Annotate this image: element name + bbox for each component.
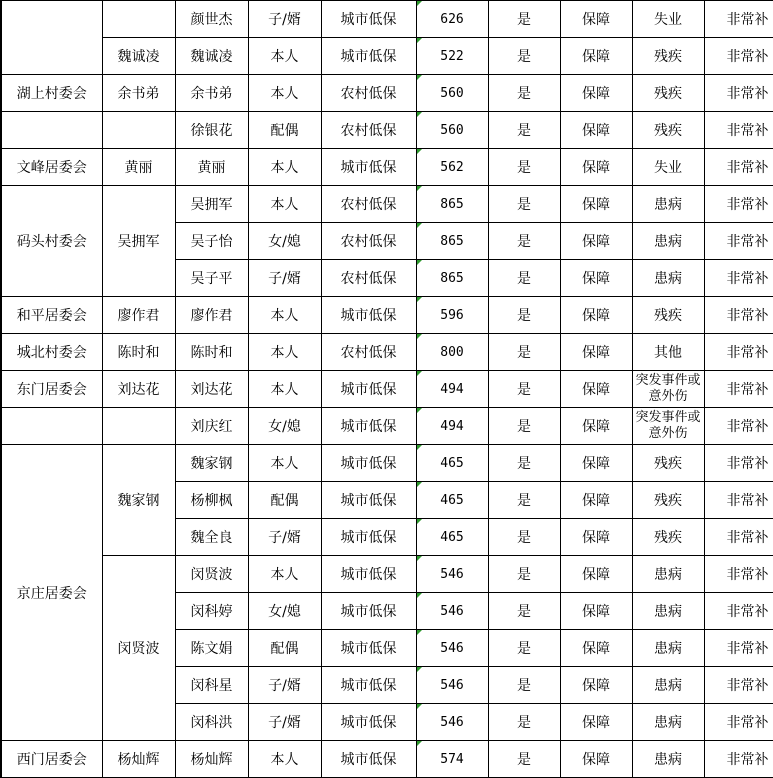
relation-cell[interactable]: 子/婿 <box>248 704 321 741</box>
flag-cell[interactable]: 是 <box>488 556 560 593</box>
relation-cell[interactable]: 配偶 <box>248 482 321 519</box>
community-cell[interactable]: 京庄居委会 <box>1 445 102 741</box>
category-cell[interactable]: 保障 <box>560 75 632 112</box>
community-cell[interactable]: 东门居委会 <box>1 371 102 408</box>
relation-cell[interactable]: 子/婿 <box>248 1 321 38</box>
category-cell[interactable]: 保障 <box>560 556 632 593</box>
relation-cell[interactable]: 女/媳 <box>248 408 321 445</box>
supplement-cell[interactable]: 非常补 <box>704 223 773 260</box>
supplement-cell[interactable]: 非常补 <box>704 186 773 223</box>
community-cell[interactable]: 湖上村委会 <box>1 75 102 112</box>
table-body <box>1 1 773 778</box>
assistance-type-cell[interactable]: 农村低保 <box>321 186 416 223</box>
amount-cell[interactable]: 522 <box>416 38 488 75</box>
member-name-cell[interactable]: 廖作君 <box>175 297 248 334</box>
amount-cell[interactable]: 546 <box>416 593 488 630</box>
amount-cell[interactable]: 865 <box>416 186 488 223</box>
flag-cell[interactable]: 是 <box>488 704 560 741</box>
householder-cell[interactable]: 陈时和 <box>102 334 175 371</box>
supplement-cell[interactable]: 非常补 <box>704 371 773 408</box>
householder-cell[interactable]: 黄丽 <box>102 149 175 186</box>
relation-cell[interactable]: 女/媳 <box>248 593 321 630</box>
supplement-cell[interactable]: 非常补 <box>704 334 773 371</box>
relation-cell[interactable]: 配偶 <box>248 112 321 149</box>
category-cell[interactable]: 保障 <box>560 112 632 149</box>
supplement-cell[interactable]: 非常补 <box>704 445 773 482</box>
flag-cell[interactable]: 是 <box>488 149 560 186</box>
member-name-cell[interactable]: 黄丽 <box>175 149 248 186</box>
flag-cell[interactable]: 是 <box>488 371 560 408</box>
community-cell[interactable]: 码头村委会 <box>1 186 102 297</box>
reason-cell[interactable]: 残疾 <box>632 519 704 556</box>
member-name-cell[interactable]: 闵贤波 <box>175 556 248 593</box>
reason-cell[interactable]: 残疾 <box>632 75 704 112</box>
amount-cell[interactable]: 465 <box>416 445 488 482</box>
member-name-cell[interactable]: 徐银花 <box>175 112 248 149</box>
community-cell[interactable]: 文峰居委会 <box>1 149 102 186</box>
assistance-type-cell[interactable]: 城市低保 <box>321 1 416 38</box>
member-name-cell[interactable]: 余书弟 <box>175 75 248 112</box>
relation-cell[interactable]: 子/婿 <box>248 260 321 297</box>
table-row <box>1 112 773 149</box>
category-cell[interactable]: 保障 <box>560 519 632 556</box>
category-cell[interactable]: 保障 <box>560 704 632 741</box>
amount-cell[interactable]: 596 <box>416 297 488 334</box>
reason-cell[interactable]: 患病 <box>632 704 704 741</box>
member-name-cell[interactable]: 杨灿辉 <box>175 741 248 778</box>
amount-cell[interactable]: 865 <box>416 260 488 297</box>
assistance-type-cell[interactable]: 城市低保 <box>321 741 416 778</box>
relation-cell[interactable]: 子/婿 <box>248 667 321 704</box>
relation-cell[interactable]: 子/婿 <box>248 519 321 556</box>
relation-cell[interactable]: 本人 <box>248 556 321 593</box>
relation-cell[interactable]: 本人 <box>248 445 321 482</box>
relation-cell[interactable]: 本人 <box>248 75 321 112</box>
amount-cell[interactable]: 465 <box>416 482 488 519</box>
member-name-cell[interactable]: 陈文娟 <box>175 630 248 667</box>
householder-cell[interactable] <box>102 1 175 38</box>
relation-cell[interactable]: 本人 <box>248 334 321 371</box>
assistance-type-cell[interactable]: 城市低保 <box>321 149 416 186</box>
supplement-cell[interactable]: 非常补 <box>704 667 773 704</box>
relation-cell[interactable]: 本人 <box>248 741 321 778</box>
flag-cell[interactable]: 是 <box>488 519 560 556</box>
reason-cell[interactable]: 失业 <box>632 149 704 186</box>
amount-cell[interactable]: 800 <box>416 334 488 371</box>
member-name-cell[interactable]: 魏诚凌 <box>175 38 248 75</box>
supplement-cell[interactable]: 非常补 <box>704 149 773 186</box>
relation-cell[interactable]: 本人 <box>248 186 321 223</box>
table-row <box>1 75 773 112</box>
reason-cell[interactable]: 突发事件或意外伤 <box>632 371 704 408</box>
assistance-type-cell[interactable]: 城市低保 <box>321 630 416 667</box>
flag-cell[interactable]: 是 <box>488 741 560 778</box>
assistance-type-cell[interactable]: 农村低保 <box>321 223 416 260</box>
assistance-type-cell[interactable]: 城市低保 <box>321 371 416 408</box>
amount-cell[interactable]: 865 <box>416 223 488 260</box>
category-cell[interactable]: 保障 <box>560 1 632 38</box>
relation-cell[interactable]: 女/媳 <box>248 223 321 260</box>
amount-cell[interactable]: 494 <box>416 408 488 445</box>
supplement-cell[interactable]: 非常补 <box>704 704 773 741</box>
category-cell[interactable]: 保障 <box>560 741 632 778</box>
flag-cell[interactable]: 是 <box>488 1 560 38</box>
assistance-type-cell[interactable]: 城市低保 <box>321 445 416 482</box>
category-cell[interactable]: 保障 <box>560 667 632 704</box>
reason-cell[interactable]: 残疾 <box>632 482 704 519</box>
flag-cell[interactable]: 是 <box>488 630 560 667</box>
table-row <box>1 334 773 371</box>
supplement-cell[interactable]: 非常补 <box>704 741 773 778</box>
flag-cell[interactable]: 是 <box>488 408 560 445</box>
reason-cell[interactable]: 患病 <box>632 593 704 630</box>
relation-cell[interactable]: 配偶 <box>248 630 321 667</box>
category-cell[interactable]: 保障 <box>560 149 632 186</box>
assistance-type-cell[interactable]: 农村低保 <box>321 75 416 112</box>
amount-cell[interactable]: 560 <box>416 75 488 112</box>
supplement-cell[interactable]: 非常补 <box>704 519 773 556</box>
table-row <box>1 1 773 38</box>
flag-cell[interactable]: 是 <box>488 223 560 260</box>
assistance-type-cell[interactable]: 城市低保 <box>321 38 416 75</box>
reason-cell[interactable]: 患病 <box>632 186 704 223</box>
amount-cell[interactable]: 465 <box>416 519 488 556</box>
assistance-type-cell[interactable]: 城市低保 <box>321 519 416 556</box>
member-name-cell[interactable]: 吴子平 <box>175 260 248 297</box>
relation-cell[interactable]: 本人 <box>248 38 321 75</box>
assistance-type-cell[interactable]: 农村低保 <box>321 334 416 371</box>
supplement-cell[interactable]: 非常补 <box>704 593 773 630</box>
member-name-cell[interactable]: 闵科洪 <box>175 704 248 741</box>
flag-cell[interactable]: 是 <box>488 334 560 371</box>
assistance-type-cell[interactable]: 城市低保 <box>321 667 416 704</box>
supplement-cell[interactable]: 非常补 <box>704 112 773 149</box>
supplement-cell[interactable]: 非常补 <box>704 75 773 112</box>
householder-cell[interactable]: 刘达花 <box>102 371 175 408</box>
category-cell[interactable]: 保障 <box>560 408 632 445</box>
amount-cell[interactable]: 626 <box>416 1 488 38</box>
table-row <box>1 38 773 75</box>
member-name-cell[interactable]: 刘达花 <box>175 371 248 408</box>
assistance-type-cell[interactable]: 农村低保 <box>321 112 416 149</box>
flag-cell[interactable]: 是 <box>488 667 560 704</box>
amount-cell[interactable]: 546 <box>416 704 488 741</box>
table-row <box>1 741 773 778</box>
flag-cell[interactable]: 是 <box>488 75 560 112</box>
table-row <box>1 186 773 223</box>
table-row <box>1 371 773 408</box>
reason-cell[interactable]: 患病 <box>632 223 704 260</box>
supplement-cell[interactable]: 非常补 <box>704 482 773 519</box>
community-cell[interactable] <box>1 408 102 445</box>
assistance-type-cell[interactable]: 城市低保 <box>321 704 416 741</box>
member-name-cell[interactable]: 颜世杰 <box>175 1 248 38</box>
community-cell[interactable]: 西门居委会 <box>1 741 102 778</box>
householder-cell[interactable] <box>102 408 175 445</box>
reason-cell[interactable]: 残疾 <box>632 445 704 482</box>
table-row <box>1 297 773 334</box>
supplement-cell[interactable]: 非常补 <box>704 38 773 75</box>
category-cell[interactable]: 保障 <box>560 445 632 482</box>
flag-cell[interactable]: 是 <box>488 482 560 519</box>
community-cell[interactable]: 城北村委会 <box>1 334 102 371</box>
householder-cell[interactable]: 廖作君 <box>102 297 175 334</box>
assistance-type-cell[interactable]: 城市低保 <box>321 556 416 593</box>
assistance-type-cell[interactable]: 城市低保 <box>321 482 416 519</box>
member-name-cell[interactable]: 闵科婷 <box>175 593 248 630</box>
amount-cell[interactable]: 546 <box>416 556 488 593</box>
reason-cell[interactable]: 患病 <box>632 630 704 667</box>
supplement-cell[interactable]: 非常补 <box>704 630 773 667</box>
assistance-type-cell[interactable]: 农村低保 <box>321 260 416 297</box>
supplement-cell[interactable]: 非常补 <box>704 556 773 593</box>
reason-cell[interactable]: 失业 <box>632 1 704 38</box>
supplement-cell[interactable]: 非常补 <box>704 1 773 38</box>
category-cell[interactable]: 保障 <box>560 38 632 75</box>
reason-cell[interactable]: 残疾 <box>632 297 704 334</box>
reason-cell[interactable]: 残疾 <box>632 38 704 75</box>
householder-cell[interactable] <box>102 112 175 149</box>
member-name-cell[interactable]: 刘庆红 <box>175 408 248 445</box>
reason-cell[interactable]: 患病 <box>632 260 704 297</box>
amount-cell[interactable]: 546 <box>416 630 488 667</box>
flag-cell[interactable]: 是 <box>488 186 560 223</box>
community-cell[interactable] <box>1 1 102 75</box>
relation-cell[interactable]: 本人 <box>248 297 321 334</box>
flag-cell[interactable]: 是 <box>488 260 560 297</box>
member-name-cell[interactable]: 吴拥军 <box>175 186 248 223</box>
community-cell[interactable] <box>1 112 102 149</box>
supplement-cell[interactable]: 非常补 <box>704 297 773 334</box>
householder-cell[interactable]: 魏诚凌 <box>102 38 175 75</box>
category-cell[interactable]: 保障 <box>560 334 632 371</box>
amount-cell[interactable]: 560 <box>416 112 488 149</box>
reason-cell[interactable]: 患病 <box>632 667 704 704</box>
reason-cell[interactable]: 患病 <box>632 556 704 593</box>
flag-cell[interactable]: 是 <box>488 112 560 149</box>
member-name-cell[interactable]: 魏家钢 <box>175 445 248 482</box>
category-cell[interactable]: 保障 <box>560 223 632 260</box>
reason-cell[interactable]: 患病 <box>632 741 704 778</box>
assistance-type-cell[interactable]: 城市低保 <box>321 297 416 334</box>
table-row <box>1 556 773 593</box>
member-name-cell[interactable]: 吴子怡 <box>175 223 248 260</box>
relation-cell[interactable]: 本人 <box>248 149 321 186</box>
reason-cell[interactable]: 突发事件或意外伤 <box>632 408 704 445</box>
category-cell[interactable]: 保障 <box>560 593 632 630</box>
householder-cell[interactable]: 杨灿辉 <box>102 741 175 778</box>
member-name-cell[interactable]: 陈时和 <box>175 334 248 371</box>
householder-cell[interactable]: 吴拥军 <box>102 186 175 297</box>
community-cell[interactable]: 和平居委会 <box>1 297 102 334</box>
householder-cell[interactable]: 余书弟 <box>102 75 175 112</box>
member-name-cell[interactable]: 闵科星 <box>175 667 248 704</box>
category-cell[interactable]: 保障 <box>560 186 632 223</box>
table-row <box>1 445 773 482</box>
amount-cell[interactable]: 494 <box>416 371 488 408</box>
householder-cell[interactable]: 魏家钢 <box>102 445 175 556</box>
table-row <box>1 408 773 445</box>
flag-cell[interactable]: 是 <box>488 593 560 630</box>
amount-cell[interactable]: 546 <box>416 667 488 704</box>
category-cell[interactable]: 保障 <box>560 297 632 334</box>
reason-cell[interactable]: 其他 <box>632 334 704 371</box>
assistance-type-cell[interactable]: 城市低保 <box>321 408 416 445</box>
flag-cell[interactable]: 是 <box>488 297 560 334</box>
householder-cell[interactable]: 闵贤波 <box>102 556 175 741</box>
flag-cell[interactable]: 是 <box>488 445 560 482</box>
category-cell[interactable]: 保障 <box>560 630 632 667</box>
reason-cell[interactable]: 残疾 <box>632 112 704 149</box>
supplement-cell[interactable]: 非常补 <box>704 260 773 297</box>
member-name-cell[interactable]: 魏全良 <box>175 519 248 556</box>
supplement-cell[interactable]: 非常补 <box>704 408 773 445</box>
relation-cell[interactable]: 本人 <box>248 371 321 408</box>
flag-cell[interactable]: 是 <box>488 38 560 75</box>
amount-cell[interactable]: 574 <box>416 741 488 778</box>
category-cell[interactable]: 保障 <box>560 482 632 519</box>
amount-cell[interactable]: 562 <box>416 149 488 186</box>
table-row <box>1 149 773 186</box>
assistance-type-cell[interactable]: 城市低保 <box>321 593 416 630</box>
category-cell[interactable]: 保障 <box>560 260 632 297</box>
member-name-cell[interactable]: 杨柳枫 <box>175 482 248 519</box>
category-cell[interactable]: 保障 <box>560 371 632 408</box>
